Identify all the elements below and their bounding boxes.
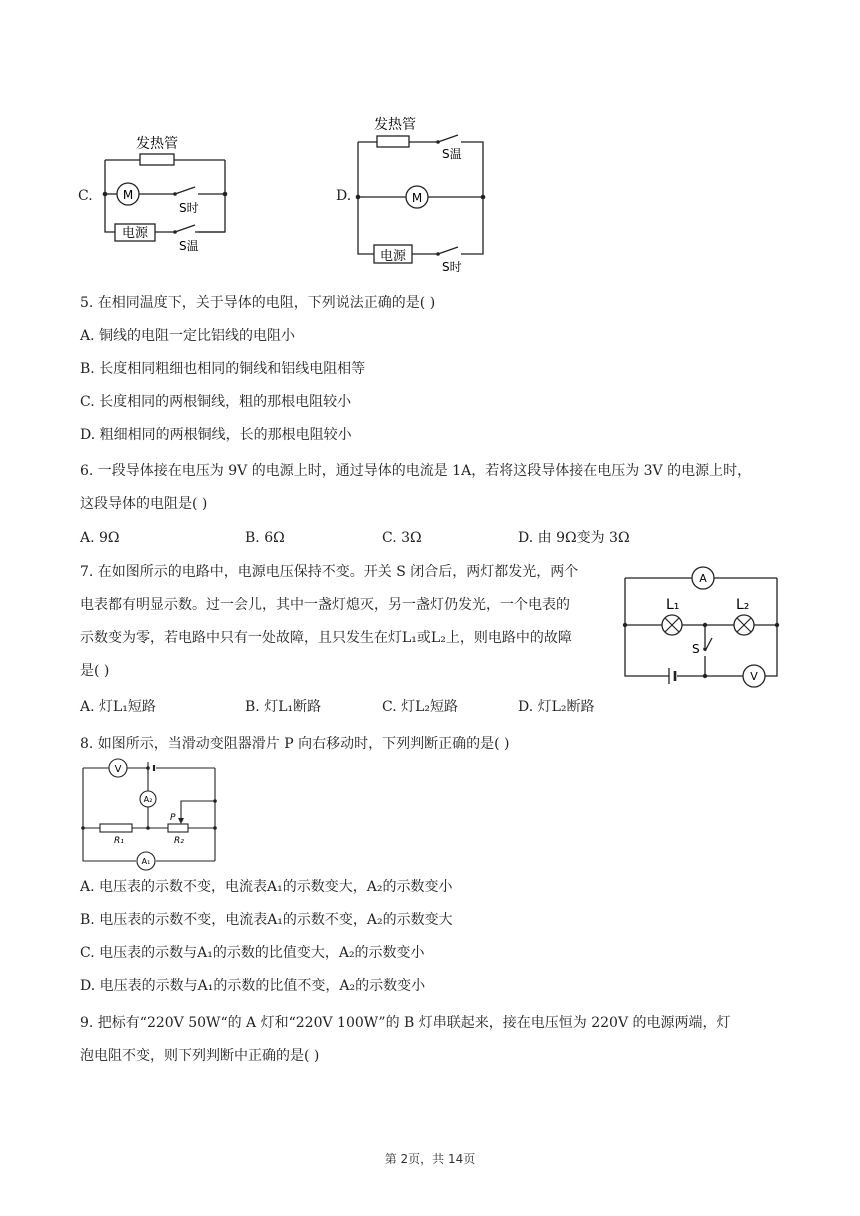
power-label: 电源 [121,226,149,241]
switch-time-label: S时 [179,201,199,215]
q9-stem-line1: 9. 把标有“220V 50W“的 A 灯和“220V 100W”的 B 灯串联起来，接在电压恒为 220V 的电源两端，灯 [80,1015,731,1031]
heater-label: 发热管 [136,136,178,152]
q7-circuit-diagram [622,565,782,685]
q9-stem-line2: 泡电阻不变，则下列判断中正确的是( ) [80,1048,320,1064]
q7-option-b: B. 灯L₁断路 [245,699,322,715]
q6-stem-line1: 6. 一段导体接在电压为 9V 的电源上时，通过导体的电流是 1A，若将这段导体接在电压为 3V 的电源上时， [80,463,752,479]
switch-temp-label: S温 [442,147,462,161]
q8-option-d: D. 电压表的示数与A₁的示数的比值不变，A₂的示数变小 [80,978,426,994]
q7-stem-line1: 7. 在如图所示的电路中，电源电压保持不变。开关 S 闭合后，两灯都发光，两个 [80,564,579,580]
ammeter-a2-label: A₂ [143,795,153,804]
q6-option-a: A. 9Ω [80,530,120,546]
q4-option-c-circuit [95,132,245,252]
q7-option-c: C. 灯L₂短路 [382,699,459,715]
voltmeter-label: V [750,670,758,683]
q5-stem: 5. 在相同温度下，关于导体的电阻，下列说法正确的是( ) [80,295,436,311]
q8-stem: 8. 如图所示，当滑动变阻器滑片 P 向右移动时，下列判断正确的是( ) [80,736,510,752]
q8-circuit-diagram [78,758,228,868]
power-label: 电源 [379,249,407,264]
q6-option-c: C. 3Ω [382,530,422,546]
q4-option-d-letter: D. [336,188,352,204]
switch-temp-label: S温 [179,239,199,253]
q4-option-c-letter: C. [78,188,93,204]
ammeter-a1-label: A₁ [141,857,151,866]
q5-option-b: B. 长度相同粗细也相同的铜线和铝线电阻相等 [80,361,366,377]
q4-option-d-circuit [350,112,490,272]
q7-option-a: A. 灯L₁短路 [80,699,156,715]
motor-label: M [122,188,134,202]
q5-option-d: D. 粗细相同的两根铜线，长的那根电阻较小 [80,427,352,443]
switch-time-label: S时 [442,260,462,274]
q5-option-c: C. 长度相同的两根铜线，粗的那根电阻较小 [80,394,352,410]
q5-option-a: A. 铜线的电阻一定比铝线的电阻小 [80,328,296,344]
voltmeter-label: V [114,764,122,775]
q7-option-d: D. 灯L₂断路 [518,699,595,715]
q8-option-b: B. 电压表的示数不变，电流表A₁的示数不变，A₂的示数变大 [80,912,453,928]
q7-stem-line3: 示数变为零，若电路中只有一处故障，且只发生在灯L₁或L₂上，则电路中的故障 [80,630,572,646]
q8-option-a: A. 电压表的示数不变，电流表A₁的示数变大，A₂的示数变小 [80,879,453,895]
q6-option-d: D. 由 9Ω变为 3Ω [518,530,630,546]
q6-stem-line2: 这段导体的电阻是( ) [80,496,208,512]
q7-stem-line2: 电表都有明显示数。过一会儿，其中一盏灯熄灭，另一盏灯仍发光，一个电表的 [80,597,570,613]
lamp2-label: L₂ [736,597,750,613]
motor-label: M [411,191,423,205]
r1-label: R₁ [114,836,124,846]
q6-option-b: B. 6Ω [245,530,285,546]
ammeter-label: A [699,572,707,585]
r2-label: R₂ [174,836,184,846]
slider-p-label: P [170,813,176,823]
q7-stem-line4: 是( ) [80,663,110,679]
heater-label: 发热管 [374,117,416,133]
page-footer: 第 2页，共 14页 [384,1152,476,1166]
switch-label: S [692,642,700,656]
lamp1-label: L₁ [666,597,680,613]
q8-option-c: C. 电压表的示数与A₁的示数的比值变大，A₂的示数变小 [80,945,425,961]
